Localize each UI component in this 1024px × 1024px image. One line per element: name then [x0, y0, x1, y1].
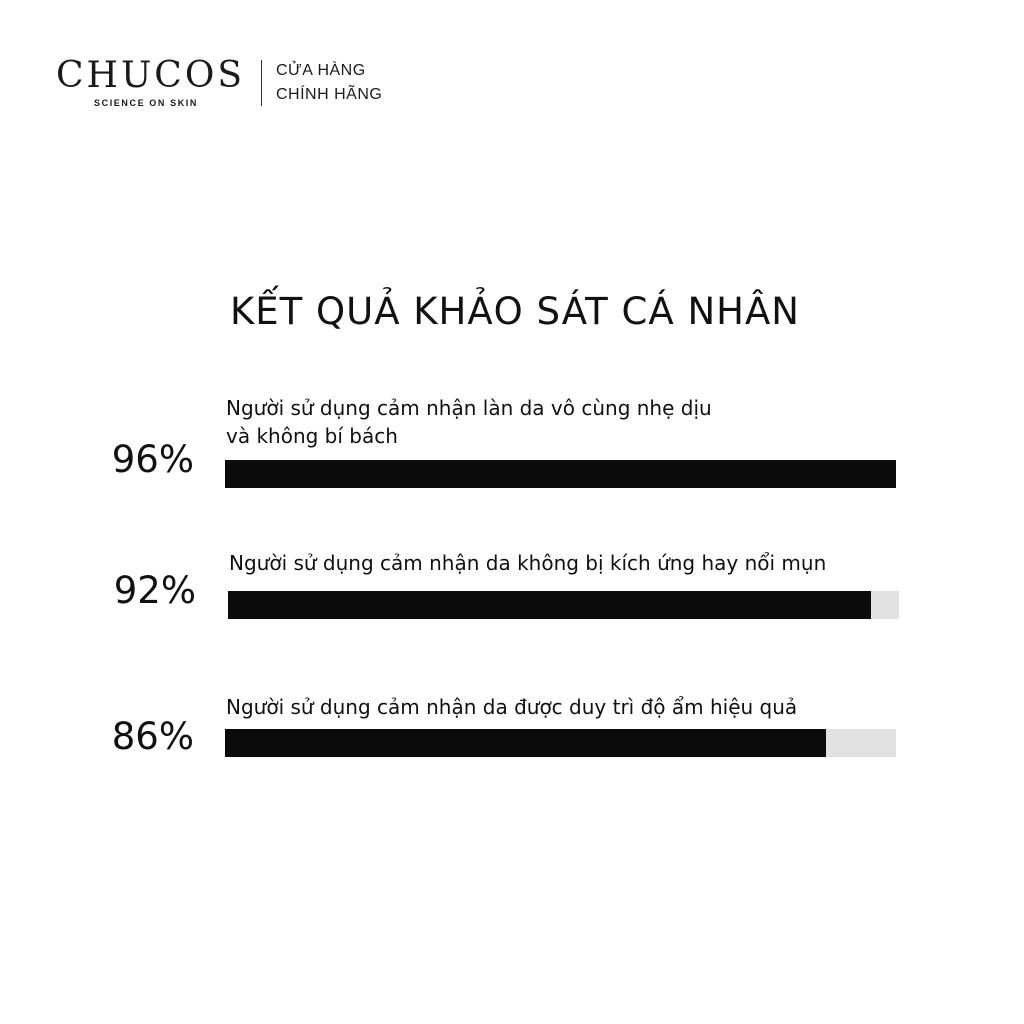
logo-tagline: SCIENCE ON SKIN	[94, 98, 199, 108]
row-3-description	[226, 693, 797, 721]
row-1-bar-track	[225, 460, 896, 488]
row-1-description-line-2: và không bí bách	[226, 424, 398, 448]
brand-logo	[56, 56, 245, 108]
chart-title: KẾT QUẢ KHẢO SÁT CÁ NHÂN	[230, 290, 800, 333]
row-3-description-line-1: Người sử dụng cảm nhận da được duy trì độ ẩm hiệu quả	[226, 695, 798, 719]
row-3-percent-label: 86%	[111, 715, 194, 758]
store-label-line-1: CỬA HÀNG	[276, 62, 366, 79]
store-label-line-2: CHÍNH HÃNG	[276, 86, 383, 103]
row-1-percent-label: 96%	[111, 438, 194, 481]
row-2-bar-track	[228, 591, 899, 619]
row-1-description	[226, 394, 712, 450]
row-2-percent-label: 92%	[113, 569, 196, 612]
brand-header	[56, 56, 382, 108]
row-2-description	[229, 549, 826, 577]
row-3-bar-fill	[225, 729, 826, 757]
row-3-bar-track	[225, 729, 896, 757]
logo-wordmark: CHUCOS	[56, 55, 245, 96]
row-2-bar-fill	[228, 591, 871, 619]
official-store-label	[276, 59, 382, 107]
row-1-bar-fill	[225, 460, 896, 488]
row-2-description-line-1: Người sử dụng cảm nhận da không bị kích ứng hay nổi mụn	[229, 551, 827, 575]
brand-divider	[261, 60, 262, 106]
row-1-description-line-1: Người sử dụng cảm nhận làn da vô cùng nhẹ dịu	[226, 396, 712, 420]
